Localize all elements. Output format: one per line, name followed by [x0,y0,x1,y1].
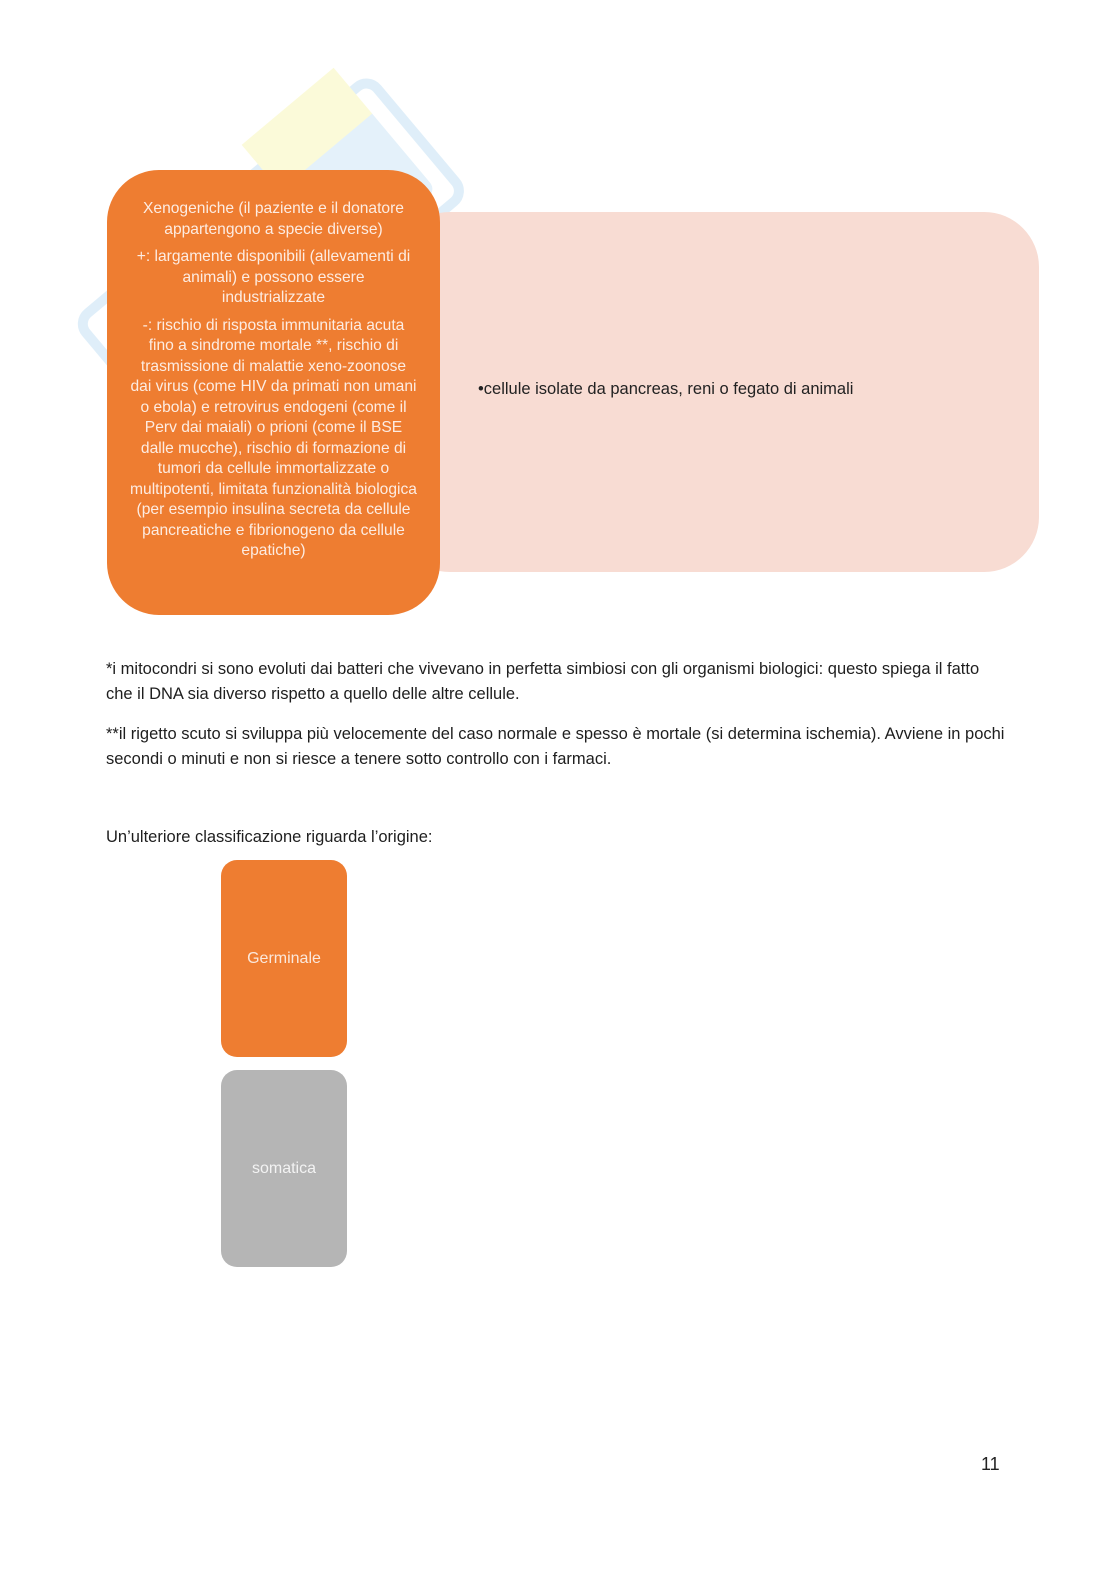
page-number: 11 [981,1454,1000,1474]
xenogenic-title: Xenogeniche (il paziente e il donatore appartengono a specie diverse) [143,200,404,238]
origin-germinale-label: Germinale [247,949,321,967]
xenogenic-pros: +: largamente disponibili (allevamenti di animali) e possono essere industrializzate [136,248,411,306]
xenogenic-box [107,170,440,615]
footnote-rejection: **il rigetto scuto si sviluppa più velocemente del caso normale e spesso è mortale (si determina ischemia). Avviene in pochi secondi o minuti e non si riesce a tenere sotto controllo con i farmaci. [106,725,1005,768]
origin-somatica-label: somatica [251,1159,317,1177]
origin-intro: Un’ulteriore classificazione riguarda l’origine: [106,828,433,846]
origin-somatica-box [221,1070,347,1267]
xenogenic-cons: -: rischio di risposta immunitaria acuta fino a sindrome mortale **, rischio di trasmissione di malattie xeno-zoonose dai virus (come HIV da primati non umani o ebola) e retrovirus endogeni (come il Perv dai maiali) o prioni (come il BSE dalle mucche), rischio di formazione di tumori da cellule immortalizzate o multipotenti, limitata funzionalità biologica (per esempio insulina secreta da cellule pancreatiche e fibrionogeno da cellule epatiche) [130,316,417,559]
footnote-mitochondria: *i mitocondri si sono evoluti dai batteri che vivevano in perfetta simbiosi con gli organismi biologici: questo spiega il fatto che il DNA sia diverso rispetto a quello delle altre cellule. [106,660,980,703]
pink-box-bullet: •cellule isolate da pancreas, reni o fegato di animali [478,380,854,398]
origin-germinale-box [221,860,347,1057]
